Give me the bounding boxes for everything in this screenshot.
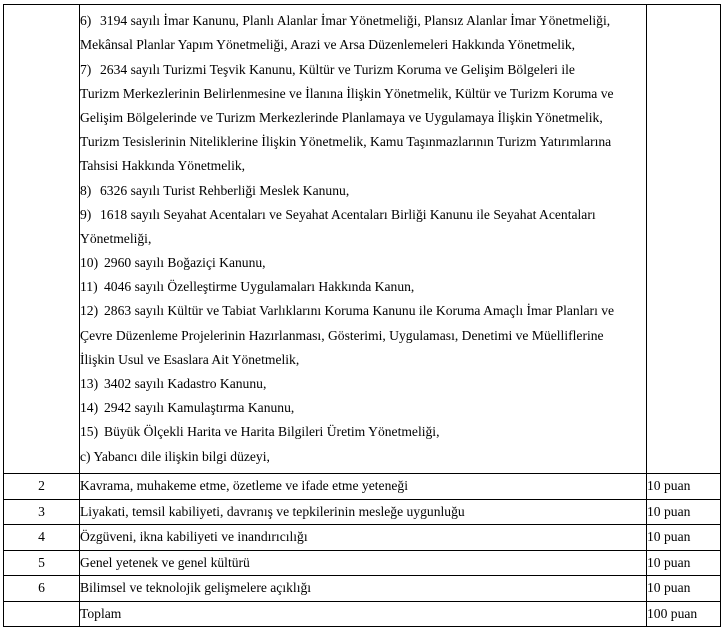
legislation-line (80, 227, 646, 251)
legislation-line (80, 33, 646, 57)
item-text: Turizm Tesislerinin Niteliklerine İlişkin Yönetmelik, Kamu Taşınmazlarının Turizm Yatırımlarına (80, 134, 612, 150)
legislation-line (80, 396, 646, 420)
legislation-line (80, 275, 646, 299)
criterion-score: 10 puan (647, 550, 721, 576)
legislation-line (80, 130, 646, 154)
legislation-line (80, 372, 646, 396)
item-number: 7) (80, 61, 92, 77)
criterion-number: 2 (4, 474, 80, 500)
legislation-line (80, 299, 646, 323)
item-text: 3194 sayılı İmar Kanunu, Planlı Alanlar İmar Yönetmeliği, Plansız Alanlar İmar Yönetmeliği, (100, 13, 611, 29)
criterion-score: 10 puan (647, 499, 721, 525)
legislation-line (80, 348, 646, 372)
item-text: 2863 sayılı Kültür ve Tabiat Varlıklarını Koruma Kanunu ile Koruma Amaçlı İmar Planları ve (104, 303, 615, 319)
legislation-line (80, 9, 646, 33)
item-text: Çevre Düzenleme Projelerinin Hazırlanması, Gösterimi, Uygulaması, Denetimi ve Müelliflerine (80, 327, 604, 343)
criterion-score: 10 puan (647, 576, 721, 602)
item-text: Tahsisi Hakkında Yönetmelik, (80, 158, 246, 174)
legislation-line (80, 106, 646, 130)
item-text: c) Yabancı dile ilişkin bilgi düzeyi, (80, 448, 270, 464)
item-text: 1618 sayılı Seyahat Acentaları ve Seyahat Acentaları Birliği Kanunu ile Seyahat Acentaları (100, 206, 596, 222)
legislation-line (80, 445, 646, 469)
item-text: 3402 sayılı Kadastro Kanunu, (104, 376, 267, 392)
item-number: 13) (80, 376, 99, 392)
evaluation-table (3, 4, 721, 627)
legislation-line (80, 324, 646, 348)
legislation-line (80, 203, 646, 227)
legislation-line (80, 82, 646, 106)
criterion-number: 4 (4, 525, 80, 551)
continuation-score-cell (647, 5, 721, 474)
criterion-row (4, 499, 721, 525)
criterion-number: 6 (4, 576, 80, 602)
item-number: 11) (80, 279, 98, 295)
item-number: 8) (80, 182, 92, 198)
criterion-row (4, 525, 721, 551)
item-text: 6326 sayılı Turist Rehberliği Meslek Kanunu, (100, 182, 350, 198)
item-text: Mekânsal Planlar Yapım Yönetmeliği, Arazi ve Arsa Düzenlemeleri Hakkında Yönetmelik, (80, 37, 576, 53)
item-text: 4046 sayılı Özelleştirme Uygulamaları Hakkında Kanun, (104, 279, 415, 295)
criterion-label: Kavrama, muhakeme etme, özetleme ve ifade etme yeteneği (80, 474, 647, 500)
legislation-list-cell (80, 5, 647, 474)
total-score: 100 puan (647, 601, 721, 627)
item-text: 2960 sayılı Boğaziçi Kanunu, (104, 255, 266, 271)
legislation-list (80, 9, 646, 469)
legislation-line (80, 251, 646, 275)
item-text: 2634 sayılı Turizmi Teşvik Kanunu, Kültür ve Turizm Koruma ve Gelişim Bölgeleri ile (100, 61, 575, 77)
legislation-line (80, 179, 646, 203)
criterion-number: 3 (4, 499, 80, 525)
criterion-row (4, 474, 721, 500)
criterion-label: Liyakati, temsil kabiliyeti, davranış ve tepkilerinin mesleğe uygunluğu (80, 499, 647, 525)
item-number: 6) (80, 13, 92, 29)
criterion-label: Genel yetenek ve genel kültürü (80, 550, 647, 576)
total-number-cell (4, 601, 80, 627)
criterion-row (4, 550, 721, 576)
legislation-line (80, 420, 646, 444)
item-text: Büyük Ölçekli Harita ve Harita Bilgileri Üretim Yönetmeliği, (104, 424, 440, 440)
item-text: Turizm Merkezlerinin Belirlenmesine ve İlanına İlişkin Yönetmelik, Kültür ve Turizm Koruma ve (80, 85, 614, 101)
criterion-label: Bilimsel ve teknolojik gelişmelere açıklığı (80, 576, 647, 602)
criterion-number: 5 (4, 550, 80, 576)
item-number: 9) (80, 206, 92, 222)
legislation-line (80, 58, 646, 82)
item-number: 15) (80, 424, 99, 440)
continuation-number-cell (4, 5, 80, 474)
criterion-score: 10 puan (647, 525, 721, 551)
item-number: 10) (80, 255, 99, 271)
criteria-rows (4, 474, 721, 602)
continuation-row (4, 5, 721, 474)
item-number: 14) (80, 400, 99, 416)
item-text: Yönetmeliği, (80, 230, 152, 246)
item-number: 12) (80, 303, 99, 319)
item-text: Gelişim Bölgelerinde ve Turizm Merkezlerinde Planlamaya ve Uygulamaya İlişkin Yönetmelik, (80, 109, 603, 125)
total-row (4, 601, 721, 627)
item-text: İlişkin Usul ve Esaslara Ait Yönetmelik, (80, 351, 300, 367)
item-text: 2942 sayılı Kamulaştırma Kanunu, (104, 400, 295, 416)
criterion-score: 10 puan (647, 474, 721, 500)
criterion-label: Özgüveni, ikna kabiliyeti ve inandırıcılığı (80, 525, 647, 551)
legislation-line (80, 154, 646, 178)
criterion-row (4, 576, 721, 602)
total-label: Toplam (80, 601, 647, 627)
